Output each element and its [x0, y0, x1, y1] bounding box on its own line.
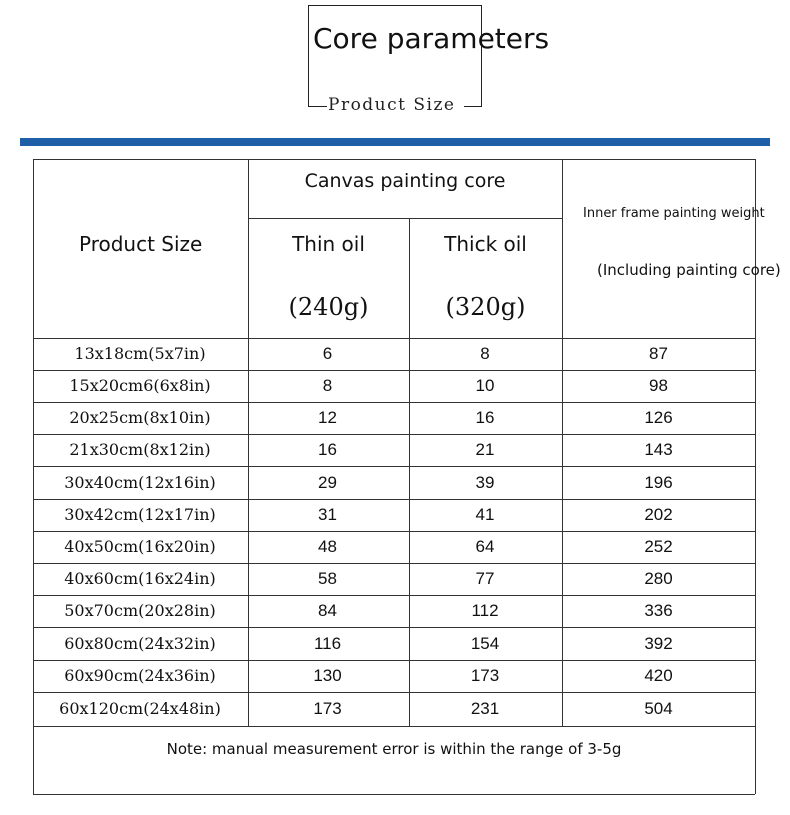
table-row: [33, 692, 755, 726]
cell-size: 20x25cm(8x10in): [69, 408, 211, 427]
cell-frame-weight: 504: [644, 699, 673, 718]
header-product-size: Product Size: [79, 232, 203, 256]
table-row: [33, 402, 755, 434]
header-inner-frame-weight: Inner frame painting weight: [583, 206, 765, 221]
cell-thick-oil: 41: [475, 505, 495, 524]
cell-frame-weight: 126: [644, 408, 673, 427]
table-border-top: [33, 159, 755, 160]
cell-size: 40x50cm(16x20in): [64, 537, 216, 556]
cell-size: 60x80cm(24x32in): [64, 634, 216, 653]
cell-size: 30x40cm(12x16in): [64, 473, 216, 492]
table-row: [33, 370, 755, 402]
cell-frame-weight: 336: [644, 601, 673, 620]
cell-thin-oil: 6: [322, 344, 333, 363]
table-row: [33, 338, 755, 370]
cell-size: 40x60cm(16x24in): [64, 569, 216, 588]
table-row: [33, 531, 755, 563]
header-thin-oil: Thin oil: [292, 232, 365, 256]
header-canvas-painting-core: Canvas painting core: [304, 170, 506, 192]
table-row: [33, 499, 755, 531]
cell-frame-weight: 196: [644, 473, 673, 492]
cell-thin-oil: 29: [318, 473, 337, 492]
cell-frame-weight: 392: [644, 634, 673, 653]
cell-size: 15x20cm6(6x8in): [69, 376, 211, 395]
cell-thin-oil: 8: [322, 376, 333, 395]
header-thin-oil-weight: (240g): [288, 293, 369, 321]
group-header-divider: [248, 218, 562, 219]
cell-size: 50x70cm(20x28in): [64, 601, 216, 620]
cell-frame-weight: 87: [649, 344, 668, 363]
table-border-right: [755, 159, 756, 794]
header-including-core: (Including painting core): [597, 261, 781, 279]
table-row: [33, 627, 755, 660]
cell-thin-oil: 173: [313, 699, 342, 718]
page-title: Core parameters: [313, 22, 550, 55]
table-body-bottom: [33, 726, 755, 727]
cell-thick-oil: 16: [475, 408, 495, 427]
cell-size: 60x90cm(24x36in): [64, 666, 216, 685]
cell-thick-oil: 64: [475, 537, 495, 556]
cell-thin-oil: 31: [318, 505, 337, 524]
cell-frame-weight: 420: [644, 666, 673, 685]
table-row: [33, 434, 755, 466]
cell-thick-oil: 154: [470, 634, 500, 653]
cell-frame-weight: 143: [644, 440, 673, 459]
cell-thick-oil: 8: [480, 344, 490, 363]
cell-size: 30x42cm(12x17in): [64, 505, 216, 524]
table-row: [33, 595, 755, 627]
cell-thin-oil: 130: [313, 666, 342, 685]
cell-thin-oil: 16: [318, 440, 337, 459]
cell-thin-oil: 116: [313, 634, 342, 653]
cell-thin-oil: 48: [318, 537, 337, 556]
cell-size: 13x18cm(5x7in): [74, 344, 206, 363]
table-row: [33, 660, 755, 692]
cell-frame-weight: 252: [644, 537, 673, 556]
cell-thick-oil: 77: [475, 569, 495, 588]
cell-thin-oil: 12: [318, 408, 337, 427]
cell-size: 60x120cm(24x48in): [59, 699, 221, 718]
cell-thick-oil: 112: [471, 601, 499, 620]
cell-size: 21x30cm(8x12in): [69, 440, 211, 459]
cell-thick-oil: 173: [470, 666, 500, 685]
header-thick-oil-weight: (320g): [445, 293, 526, 321]
cell-frame-weight: 202: [644, 505, 673, 524]
cell-frame-weight: 280: [644, 569, 673, 588]
measurement-note: Note: manual measurement error is within the range of 3-5g: [166, 740, 622, 758]
cell-thin-oil: 84: [318, 601, 337, 620]
cell-thin-oil: 58: [318, 569, 337, 588]
cell-thick-oil: 39: [475, 473, 495, 492]
table-border-bottom: [33, 794, 755, 795]
table-row: [33, 563, 755, 595]
cell-frame-weight: 98: [649, 376, 668, 395]
page-subtitle: Product Size: [328, 95, 456, 115]
table-row: [33, 466, 755, 499]
cell-thick-oil: 21: [475, 440, 495, 459]
header-thick-oil: Thick oil: [444, 232, 527, 256]
cell-thick-oil: 10: [475, 376, 495, 395]
cell-thick-oil: 231: [470, 699, 500, 718]
